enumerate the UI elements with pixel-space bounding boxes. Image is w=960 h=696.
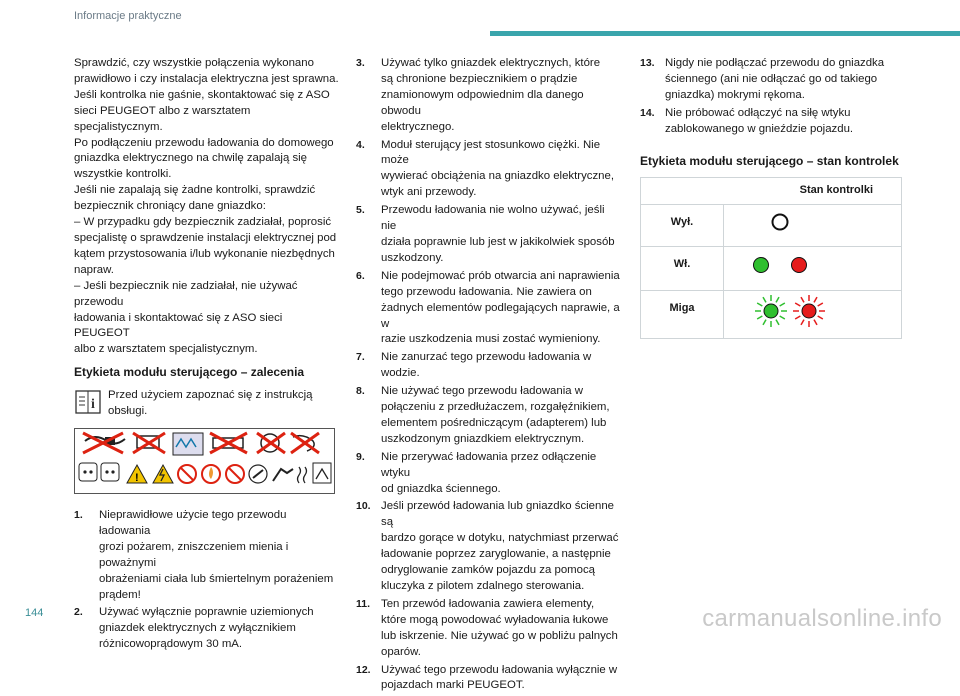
page-number: 144 xyxy=(25,607,44,619)
list-item xyxy=(74,508,339,603)
indicator-blink xyxy=(724,290,902,338)
text-line: Sprawdzić, czy wszystkie połączenia wykonano xyxy=(74,57,314,69)
text-line: gniazdka) mokrymi rękoma. xyxy=(665,88,805,101)
text-line: połączeniu z przedłużaczem, rozgałęźnikiem, xyxy=(381,401,610,414)
list-item xyxy=(74,605,339,653)
item-number: 14. xyxy=(640,106,655,119)
indicator-status-table xyxy=(640,177,902,339)
text-line: albo z warsztatem specjalistycznym. xyxy=(74,343,258,356)
text-line: elektrycznego. xyxy=(381,120,455,133)
item-number: 2. xyxy=(74,606,83,619)
text-line: wszystkie kontrolki. xyxy=(74,168,172,181)
text-line: bardzo gorące w dotyku, natychmiast przerwać xyxy=(381,532,619,545)
no-multi-socket-icon xyxy=(210,433,247,453)
text-line: napraw. xyxy=(74,263,114,276)
indicator-off xyxy=(724,204,902,246)
text-line: odryglowanie zamków pojazdu za pomocą xyxy=(381,564,596,577)
indicator-on xyxy=(724,246,902,290)
item-number: 3. xyxy=(356,57,365,69)
text-line: ściennego (ani nie odłączać go od takiego xyxy=(665,72,878,85)
no-cable-reel-icon xyxy=(257,433,285,453)
intro-paragraph xyxy=(74,56,339,358)
status-label: Miga xyxy=(641,290,724,338)
text-line: Nie zanurzać tego przewodu ładowania w wodzie. xyxy=(381,351,592,380)
item-number: 10. xyxy=(356,500,371,513)
item-number: 7. xyxy=(356,351,365,364)
text-line: specjalistę o sprawdzenie instalacji elektrycznej pod xyxy=(74,231,337,244)
text-line: uszkodzony. xyxy=(381,251,444,264)
status-label: Wył. xyxy=(641,204,724,246)
list-item xyxy=(640,56,905,104)
text-line: gniazdka elektrycznego na chwilę zapalają się xyxy=(74,152,308,165)
recommendations-heading: Etykieta modułu sterującego – zalecenia xyxy=(74,365,305,380)
text-line: Jeśli kontrolka nie gaśnie, skontaktować się z ASO xyxy=(74,88,330,101)
led-off-icon xyxy=(772,215,787,230)
list-item xyxy=(356,269,620,349)
text-line: działa poprawnie lub jest w jakikolwiek sposób xyxy=(381,235,615,248)
text-line: Ten przewód ładowania zawiera elementy, xyxy=(381,597,595,610)
socket-icon-2 xyxy=(101,463,119,481)
column-2 xyxy=(356,56,620,696)
recommendations-list-2 xyxy=(356,56,620,694)
high-voltage-icon xyxy=(153,465,173,483)
status-row-on xyxy=(641,246,902,290)
text-line: żadnych elementów podlegających naprawie, a w xyxy=(381,301,620,330)
item-number: 1. xyxy=(74,509,83,522)
no-disassembly-icon xyxy=(226,465,244,483)
item-number: 6. xyxy=(356,269,365,282)
text-line: ładowania i skontaktować się z ASO sieci PEUGEOT xyxy=(74,311,283,340)
status-row-off xyxy=(641,204,902,246)
no-fire-icon xyxy=(202,465,220,483)
status-label: Wł. xyxy=(641,246,724,290)
text-line: Używać tego przewodu ładowania wyłącznie w xyxy=(381,663,618,676)
text-line: – W przypadku gdy bezpiecznik zadziałał, poprosić xyxy=(74,216,332,229)
text-line: od gniazdka ściennego. xyxy=(381,482,501,495)
list-item xyxy=(356,350,620,382)
text-line: Po podłączeniu przewodu ładowania do domowego xyxy=(74,136,334,149)
list-item xyxy=(640,106,905,138)
text-line: bezpiecznik chroniący dane gniazdko: xyxy=(74,200,266,213)
text-line: Nieprawidłowe użycie tego przewodu ładowania xyxy=(99,509,287,537)
indicator-status-heading: Etykieta modułu sterującego – stan kontrolek xyxy=(640,153,899,168)
no-adapter-icon xyxy=(133,433,165,453)
list-item xyxy=(356,384,620,448)
column-1 xyxy=(74,56,339,655)
list-item xyxy=(356,597,620,661)
item-number: 13. xyxy=(640,57,655,69)
text-line: różnicowoprądowym 30 mA. xyxy=(99,638,243,651)
status-table-header: Stan kontrolki xyxy=(641,177,902,204)
led-green-blink-icon xyxy=(755,295,787,327)
pictogram-strip xyxy=(75,429,334,493)
text-line: – Jeśli bezpiecznik nie zadziałał, nie używać przewodu xyxy=(74,279,298,308)
text-line: Przed użyciem zapoznać się z instrukcją xyxy=(108,389,313,402)
item-number: 9. xyxy=(356,450,365,463)
recommendations-list-1 xyxy=(74,508,339,653)
item-number: 12. xyxy=(356,663,371,676)
list-item xyxy=(356,450,620,498)
text-line: Nie podejmować prób otwarcia ani naprawienia xyxy=(381,269,620,282)
text-line: Używać wyłącznie poprawnie uziemionych xyxy=(99,606,314,619)
text-line: sieci PEUGEOT albo z warsztatem specjalistycznym. xyxy=(74,104,251,133)
text-line: Nie próbować odłączyć na siłę wtyku xyxy=(665,106,851,119)
text-line: są chronione bezpiecznikiem o prądzie xyxy=(381,72,578,85)
text-line: uszkodzonym gniazdkiem elektrycznym. xyxy=(381,432,585,445)
text-line: obsługi. xyxy=(108,405,148,418)
text-line: Przewodu ładowania nie wolno używać, jeśli nie xyxy=(381,204,605,233)
hot-surface-icon xyxy=(298,467,307,483)
led-green-icon xyxy=(753,258,768,273)
warning-triangle-icon xyxy=(127,465,147,484)
text-line: które mogą powodować wyładowania łukowe xyxy=(381,613,609,626)
text-line: zablokowanego w gnieździe pojazdu. xyxy=(665,122,854,135)
status-row-blink xyxy=(641,290,902,338)
text-line: tego przewodu ładowania. Nie zawiera on xyxy=(381,285,592,298)
electrical-panel-icon xyxy=(173,433,203,455)
column-3 xyxy=(640,56,905,339)
text-line: elementem pośredniczącym (adapterem) lub xyxy=(381,416,607,429)
text-line: znamionowym odpowiednim dla danego obwodu xyxy=(381,88,584,117)
text-line: kątem przystosowania i/lub wykonanie niezbędnych xyxy=(74,247,335,260)
do-not-step-icon xyxy=(273,469,293,481)
section-title: Informacje praktyczne xyxy=(74,10,182,22)
item-number: 11. xyxy=(356,597,371,610)
text-line: Nigdy nie podłączać przewodu do gniazdka xyxy=(665,57,885,69)
svg-text:i: i xyxy=(91,397,95,413)
manual-note xyxy=(74,388,339,420)
text-line: prądem! xyxy=(99,588,141,601)
text-line: ładowanie poprzez zaryglowanie, a następnie xyxy=(381,548,611,561)
manual-note-text xyxy=(108,388,312,420)
text-line: wtyk ani przewody. xyxy=(381,186,477,199)
text-line: Jeśli nie zapalają się żadne kontrolki, sprawdzić xyxy=(74,184,316,197)
recommendations-list-3 xyxy=(640,56,905,138)
no-pulling-icon xyxy=(249,465,267,483)
text-line: Używać tylko gniazdek elektrycznych, które xyxy=(381,57,601,69)
text-line: lub iskrzenie. Nie używać go w pobliżu palnych xyxy=(381,629,618,642)
text-line: razie uszkodzenia musi zostać wymieniony. xyxy=(381,333,601,346)
item-number: 5. xyxy=(356,204,365,217)
text-line: grozi pożarem, zniszczeniem mienia i poważnymi xyxy=(99,540,289,569)
list-item xyxy=(356,56,620,136)
text-line: obrażeniami ciała lub śmiertelnym porażeniem xyxy=(99,572,334,585)
watermark: carmanualsonline.info xyxy=(702,605,942,632)
led-red-icon xyxy=(791,258,806,273)
list-item xyxy=(356,138,620,202)
text-line: Nie przerywać ładowania przez odłączenie wtyku xyxy=(381,450,597,479)
socket-icon xyxy=(79,463,97,481)
text-line: oparów. xyxy=(381,645,421,658)
item-number: 4. xyxy=(356,138,365,151)
text-line: Nie używać tego przewodu ładowania w xyxy=(381,385,583,398)
list-item xyxy=(356,499,620,594)
read-manual-icon xyxy=(74,388,102,416)
text-line: prawidłowo i czy instalacja elektryczna jest sprawna. xyxy=(74,72,339,85)
no-water-icon xyxy=(178,465,196,483)
no-extension-cord-icon xyxy=(83,433,125,453)
list-item xyxy=(356,663,620,695)
text-line: pojazdach marki PEUGEOT. xyxy=(381,679,525,692)
text-line: Moduł sterujący jest stosunkowo ciężki. Nie może xyxy=(381,138,601,167)
item-number: 8. xyxy=(356,385,365,398)
led-red-blink-icon xyxy=(793,295,825,327)
text-line: gniazdek elektrycznych z wyłącznikiem xyxy=(99,622,296,635)
header-accent-bar xyxy=(490,31,960,36)
list-item xyxy=(356,203,620,267)
no-wet-hands-icon xyxy=(291,433,319,453)
text-line: kluczyka z pilotem zdalnego sterowania. xyxy=(381,580,585,592)
text-line: Jeśli przewód ładowania lub gniazdko ścienne są xyxy=(381,500,615,529)
handle-with-care-icon xyxy=(313,463,331,483)
svg-text:!: ! xyxy=(135,472,139,485)
text-line: wywierać obciążenia na gniazdko elektryczne, xyxy=(381,170,614,183)
warning-label-pictograms xyxy=(74,428,335,494)
